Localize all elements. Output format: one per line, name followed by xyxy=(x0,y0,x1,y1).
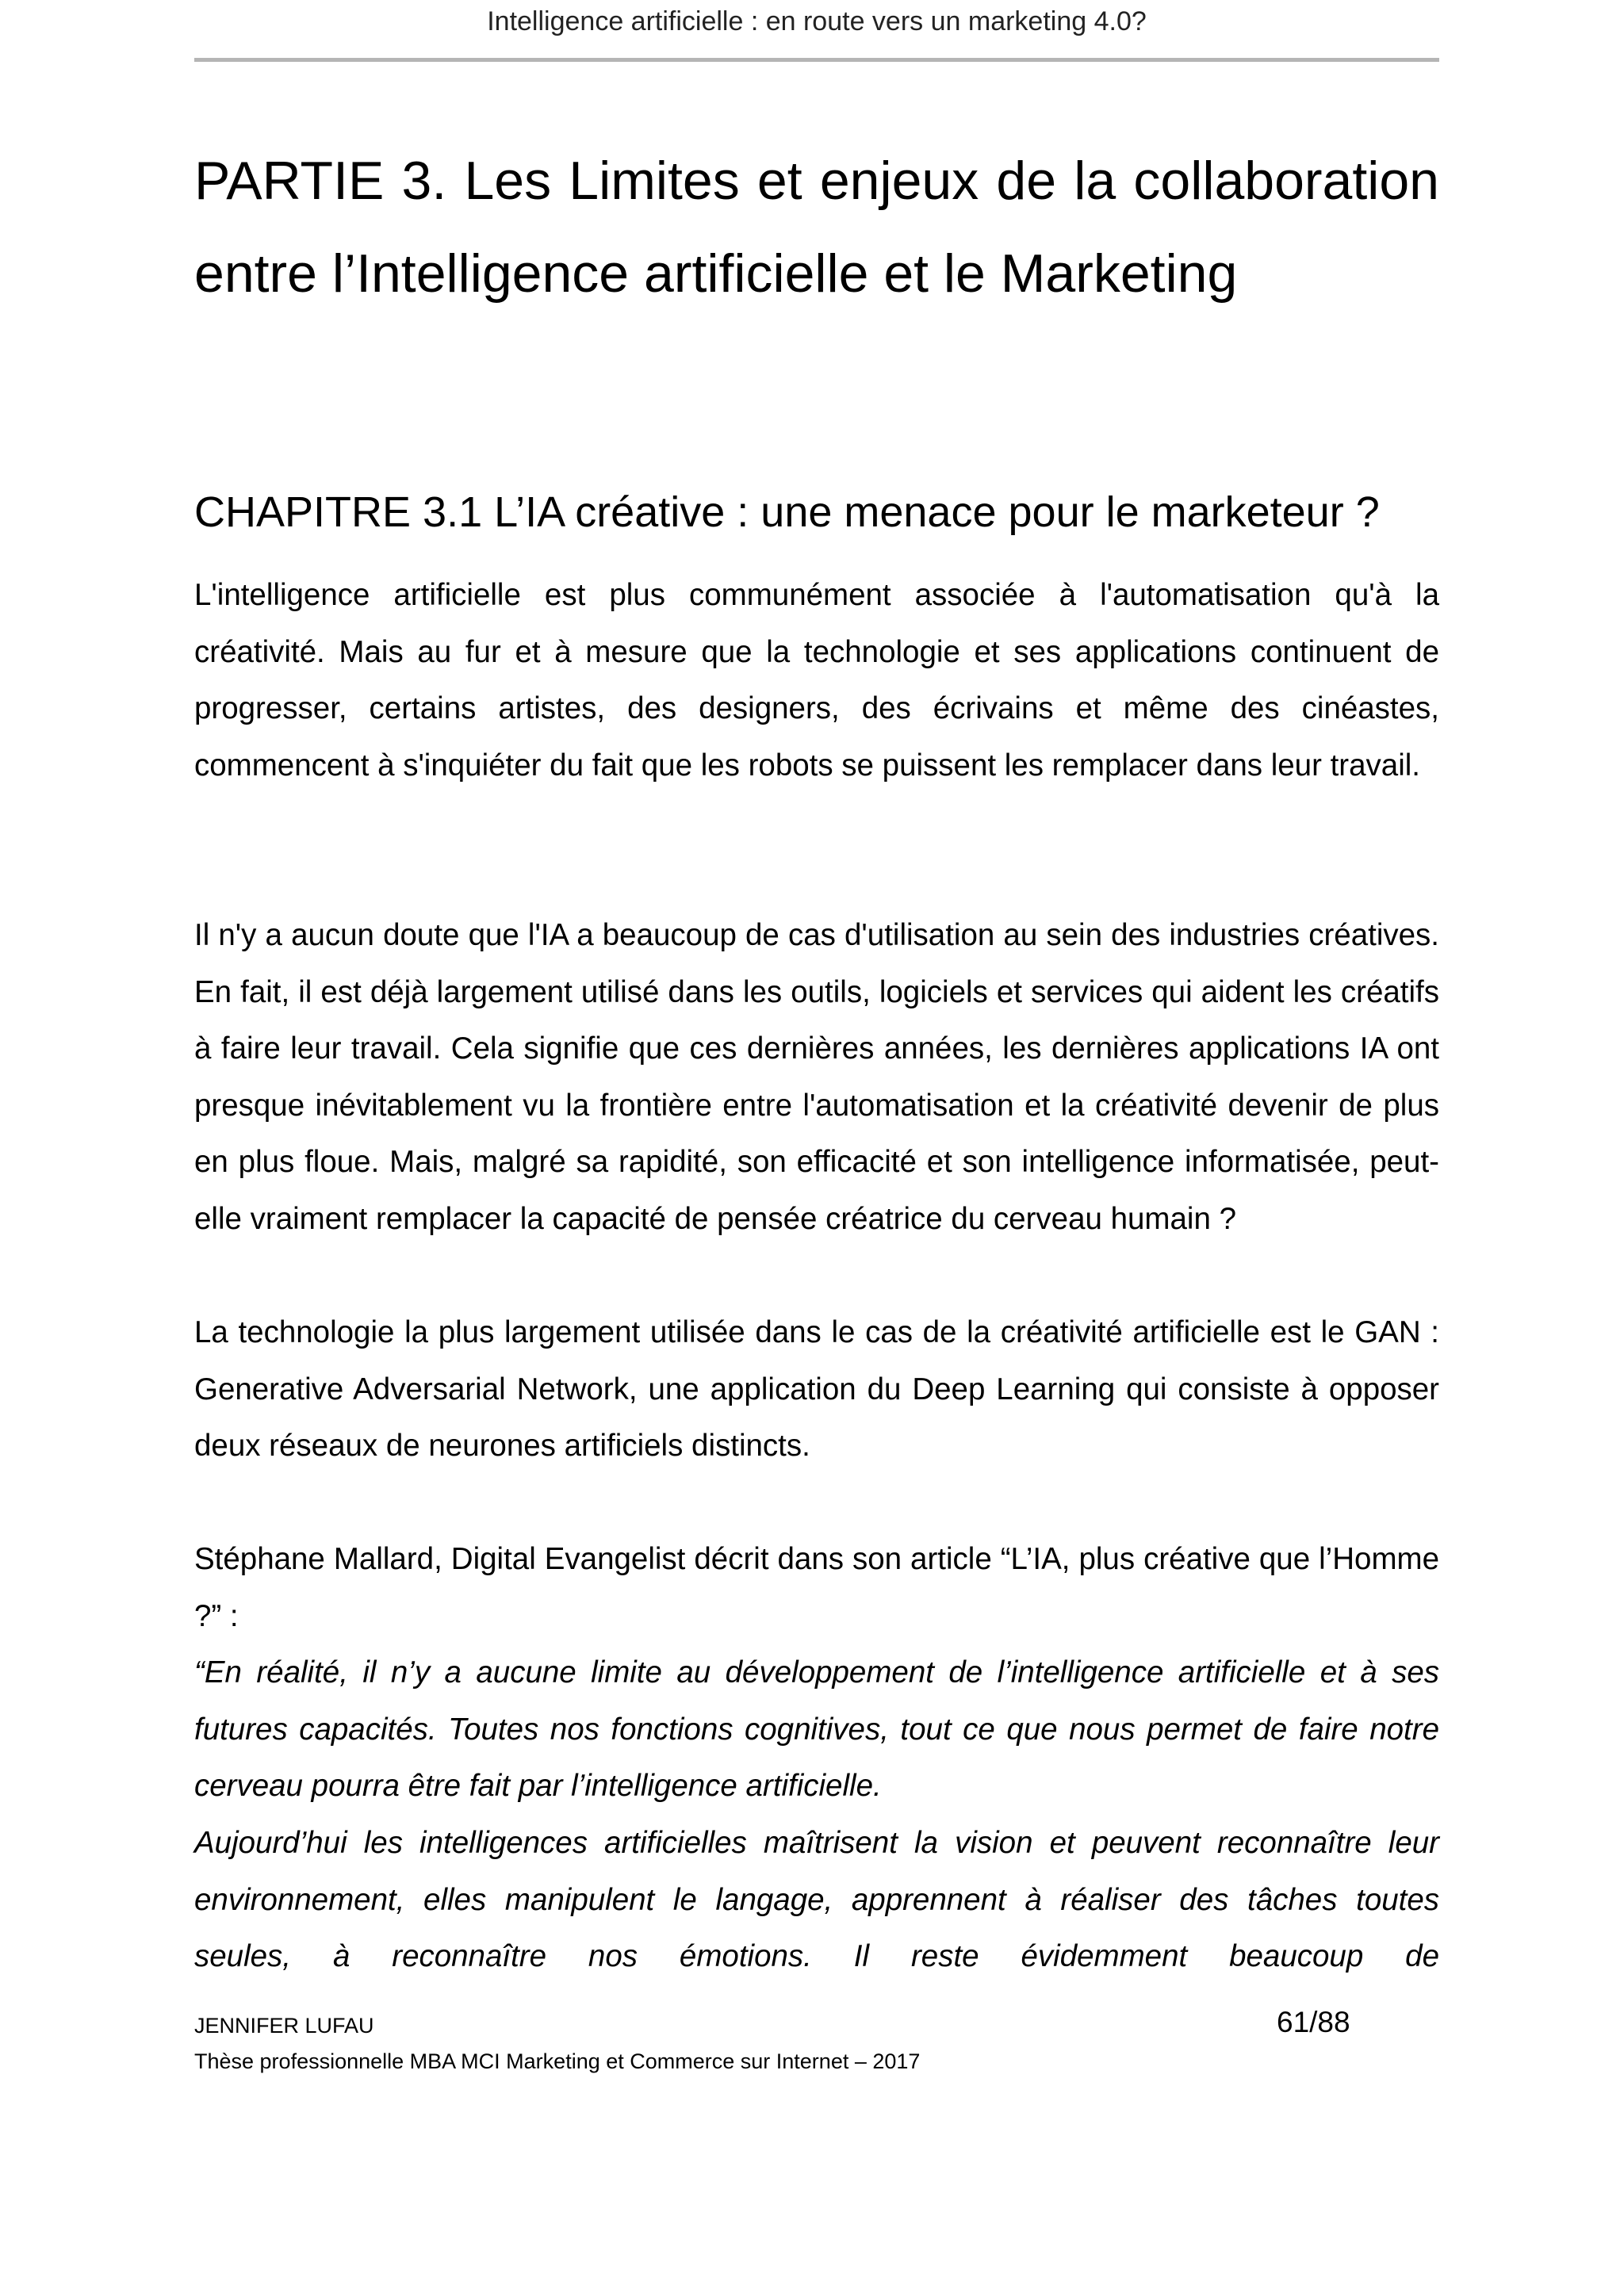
quote-paragraph-1: “En réalité, il n’y a aucune limite au développement de l’intelligence artificielle et à ses futures capacités. Toutes nos fonctions cognitives, tout ce que nous permet de faire notre cerveau pourra être fait par l’intelligence artificielle. xyxy=(194,1655,1439,1803)
paragraph-creative-industries: Il n'y a aucun doute que l'IA a beaucoup de cas d'utilisation au sein des industries créatives. En fait, il est déjà largement utilisé dans les outils, logiciels et services qui aident les créatifs à faire leur travail. Cela signifie que ces dernières années, les dernières applications IA ont presque inévitablement vu la frontière entre l'automatisation et la créativité devenir de plus en plus floue. Mais, malgré sa rapidité, son efficacité et son intelligence informatisée, peut-elle vraiment remplacer la capacité de pensée créatrice du cerveau humain ? xyxy=(194,918,1439,1236)
paragraph-intro: L'intelligence artificielle est plus communément associée à l'automatisation qu'à la créativité. Mais au fur et à mesure que la technologie et ses applications continuent de progresser, certains artistes, des designers, des écrivains et même des cinéastes, commencent à s'inquiéter du fait que les robots se puissent les remplacer dans leur travail. xyxy=(194,578,1439,783)
header-divider xyxy=(194,58,1439,62)
quote-paragraph-2: Aujourd’hui les intelligences artificielles maîtrisent la vision et peuvent reconnaître leur environnement, elles manipulent le langage, apprennent à réaliser des tâches toutes seules, à reconnaître nos émotions. Il reste évidemment beaucoup de xyxy=(194,1826,1439,1973)
paragraph-quote-intro: Stéphane Mallard, Digital Evangelist décrit dans son article “L’IA, plus créative que l’Homme ?” : xyxy=(194,1542,1439,1633)
running-header: Intelligence artificielle : en route vers un marketing 4.0? xyxy=(487,6,1147,36)
paragraph-gan: La technologie la plus largement utilisée dans le cas de la créativité artificielle est le GAN : Generative Adversarial Network, une application du Deep Learning qui consiste à opposer deux réseaux de neurones artificiels distincts. xyxy=(194,1315,1439,1463)
part-title: PARTIE 3. Les Limites et enjeux de la collaboration entre l’Intelligence artificielle et le Marketing xyxy=(194,151,1439,304)
footer-author: JENNIFER LUFAU xyxy=(194,2014,374,2038)
footer-thesis-title: Thèse professionnelle MBA MCI Marketing et Commerce sur Internet – 2017 xyxy=(194,2049,921,2073)
chapter-title: CHAPITRE 3.1 L’IA créative : une menace pour le marketeur ? xyxy=(194,488,1380,536)
page-number: 61/88 xyxy=(1277,2006,1350,2038)
